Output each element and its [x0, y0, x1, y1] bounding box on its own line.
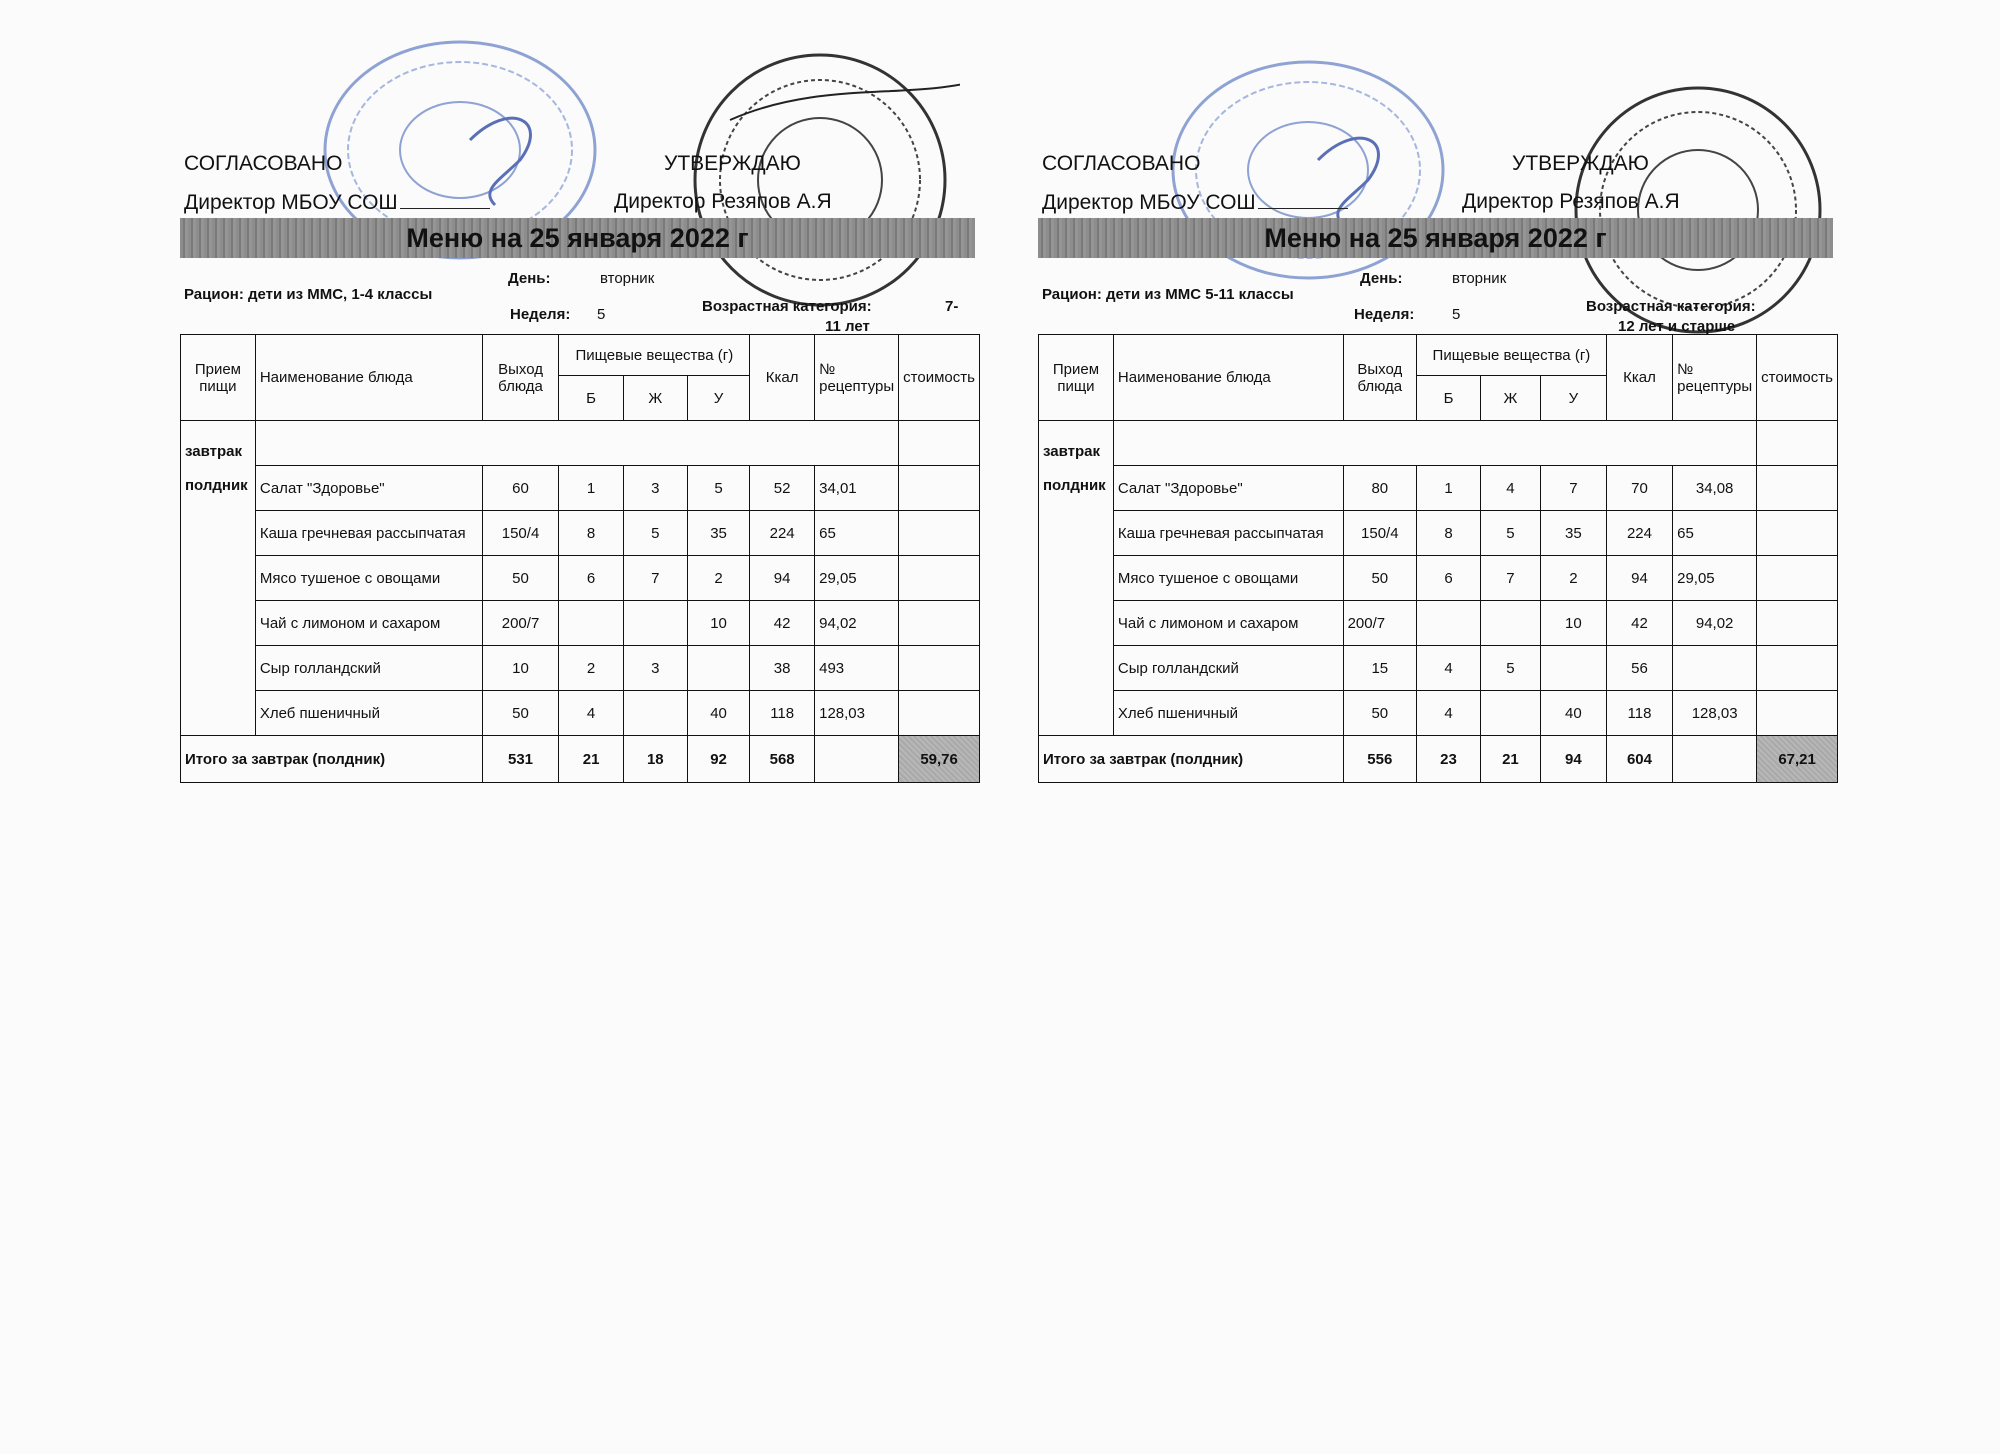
total-carbs: 92 — [687, 736, 749, 783]
approval-block — [184, 152, 974, 222]
table-row — [1039, 421, 1838, 466]
dish-name: Сыр голландский — [255, 646, 482, 691]
header-meal: Прием пищи — [1039, 335, 1114, 421]
dish-kcal: 70 — [1606, 466, 1672, 511]
dish-carbs — [1540, 646, 1606, 691]
total-recipe — [815, 736, 899, 783]
dish-carbs — [687, 646, 749, 691]
dish-name: Каша гречневая рассыпчатая — [1113, 511, 1343, 556]
menu-title: Меню на 25 января 2022 г — [1038, 218, 1833, 258]
header-protein: Б — [559, 376, 623, 421]
dish-yield: 200/7 — [1343, 601, 1416, 646]
header-carbs: У — [1540, 376, 1606, 421]
dish-fat: 7 — [623, 556, 687, 601]
dish-yield: 10 — [482, 646, 559, 691]
dish-recipe: 29,05 — [1673, 556, 1757, 601]
total-kcal: 604 — [1606, 736, 1672, 783]
dish-protein: 6 — [559, 556, 623, 601]
table-row — [181, 691, 980, 736]
dish-fat: 4 — [1480, 466, 1540, 511]
ration-label: Рацион: дети из ММС, 1-4 классы — [184, 286, 433, 303]
dish-protein: 4 — [559, 691, 623, 736]
header-nutrients: Пищевые вещества (г) — [559, 335, 750, 376]
dish-kcal: 118 — [750, 691, 815, 736]
table-row — [1039, 556, 1838, 601]
total-carbs: 94 — [1540, 736, 1606, 783]
header-carbs: У — [687, 376, 749, 421]
header-yield: Выход блюда — [1343, 335, 1416, 421]
dish-yield: 150/4 — [1343, 511, 1416, 556]
table-row — [181, 601, 980, 646]
dish-cost — [1757, 646, 1838, 691]
dish-name: Сыр голландский — [1113, 646, 1343, 691]
dish-carbs: 7 — [1540, 466, 1606, 511]
dish-fat — [1480, 601, 1540, 646]
header-cost: стоимость — [899, 335, 980, 421]
dish-name: Мясо тушеное с овощами — [255, 556, 482, 601]
header-meal: Прием пищи — [181, 335, 256, 421]
dish-carbs: 5 — [687, 466, 749, 511]
dish-kcal: 224 — [750, 511, 815, 556]
table-row — [1039, 646, 1838, 691]
week-label: Неделя: — [1354, 306, 1415, 323]
dish-fat: 5 — [623, 511, 687, 556]
empty-cost — [1757, 421, 1838, 466]
day-label: День: — [1360, 270, 1403, 287]
dish-name: Салат "Здоровье" — [255, 466, 482, 511]
dish-carbs: 40 — [687, 691, 749, 736]
dish-cost — [899, 466, 980, 511]
table-row — [181, 511, 980, 556]
total-yield: 531 — [482, 736, 559, 783]
dish-fat: 3 — [623, 466, 687, 511]
dish-recipe: 94,02 — [815, 601, 899, 646]
dish-name: Чай с лимоном и сахаром — [255, 601, 482, 646]
day-label: День: — [508, 270, 551, 287]
total-fat: 18 — [623, 736, 687, 783]
table-row — [181, 646, 980, 691]
total-recipe — [1673, 736, 1757, 783]
day-value: вторник — [600, 270, 655, 287]
header-cost: стоимость — [1757, 335, 1838, 421]
menu-title: Меню на 25 января 2022 г — [180, 218, 975, 258]
week-value: 5 — [1452, 306, 1461, 323]
table-row — [181, 556, 980, 601]
dish-recipe: 128,03 — [815, 691, 899, 736]
dish-recipe: 94,02 — [1673, 601, 1757, 646]
dish-yield: 60 — [482, 466, 559, 511]
dish-kcal: 56 — [1606, 646, 1672, 691]
approve-label: УТВЕРЖДАЮ — [1512, 152, 1649, 175]
approval-block — [1042, 152, 1832, 222]
week-label: Неделя: — [510, 306, 571, 323]
meal-cell: завтрак полдник — [181, 421, 256, 736]
dish-carbs: 35 — [687, 511, 749, 556]
table-row — [1039, 466, 1838, 511]
dish-protein: 8 — [559, 511, 623, 556]
approve-signer: Директор Резяпов А.Я — [1462, 190, 1680, 213]
dish-name: Чай с лимоном и сахаром — [1113, 601, 1343, 646]
age-value-a: 7- — [945, 298, 959, 315]
table-row — [1039, 691, 1838, 736]
dish-fat: 3 — [623, 646, 687, 691]
menu-meta — [1038, 262, 1838, 335]
header-kcal: Ккал — [750, 335, 815, 421]
dish-fat — [623, 691, 687, 736]
dish-name: Хлеб пшеничный — [1113, 691, 1343, 736]
age-value: 12 лет и старше — [1618, 318, 1736, 335]
dish-name: Хлеб пшеничный — [255, 691, 482, 736]
header-protein: Б — [1417, 376, 1481, 421]
dish-yield: 50 — [1343, 691, 1416, 736]
dish-fat: 7 — [1480, 556, 1540, 601]
dish-protein: 8 — [1417, 511, 1481, 556]
header-recipe: № рецептуры — [815, 335, 899, 421]
header-dish: Наименование блюда — [255, 335, 482, 421]
dish-recipe: 493 — [815, 646, 899, 691]
menu-sheet-left — [180, 0, 980, 800]
agreed-signer: Директор МБОУ СОШ — [1042, 190, 1348, 215]
dish-recipe: 65 — [1673, 511, 1757, 556]
dish-kcal: 52 — [750, 466, 815, 511]
dish-name: Салат "Здоровье" — [1113, 466, 1343, 511]
menu-sheet-right — [1038, 0, 1838, 800]
dish-yield: 50 — [482, 556, 559, 601]
dish-protein: 4 — [1417, 646, 1481, 691]
dish-protein: 6 — [1417, 556, 1481, 601]
dish-cost — [899, 556, 980, 601]
total-row — [1039, 736, 1838, 783]
dish-yield: 80 — [1343, 466, 1416, 511]
menu-meta — [180, 262, 980, 335]
header-kcal: Ккал — [1606, 335, 1672, 421]
age-label: Возрастная категория: — [1586, 298, 1756, 315]
dish-cost — [899, 691, 980, 736]
header-dish: Наименование блюда — [1113, 335, 1343, 421]
table-row — [1039, 601, 1838, 646]
dish-yield: 50 — [1343, 556, 1416, 601]
dish-cost — [1757, 691, 1838, 736]
dish-yield: 200/7 — [482, 601, 559, 646]
dish-cost — [1757, 511, 1838, 556]
total-cost: 67,21 — [1757, 736, 1838, 783]
dish-recipe: 29,05 — [815, 556, 899, 601]
dish-fat: 5 — [1480, 511, 1540, 556]
empty-cost — [899, 421, 980, 466]
day-value: вторник — [1452, 270, 1507, 287]
dish-kcal: 224 — [1606, 511, 1672, 556]
header-fat: Ж — [623, 376, 687, 421]
dish-recipe: 34,08 — [1673, 466, 1757, 511]
dish-cost — [1757, 466, 1838, 511]
agreed-signer: Директор МБОУ СОШ — [184, 190, 490, 215]
dish-kcal: 94 — [750, 556, 815, 601]
dish-carbs: 10 — [687, 601, 749, 646]
header-yield: Выход блюда — [482, 335, 559, 421]
header-fat: Ж — [1480, 376, 1540, 421]
age-value: 11 лет — [825, 318, 870, 335]
dish-recipe — [1673, 646, 1757, 691]
dish-carbs: 35 — [1540, 511, 1606, 556]
dish-fat — [1480, 691, 1540, 736]
dish-name: Мясо тушеное с овощами — [1113, 556, 1343, 601]
total-yield: 556 — [1343, 736, 1416, 783]
total-kcal: 568 — [750, 736, 815, 783]
dish-protein: 1 — [559, 466, 623, 511]
dish-yield: 50 — [482, 691, 559, 736]
dish-kcal: 38 — [750, 646, 815, 691]
dish-protein — [1417, 601, 1481, 646]
dish-protein — [559, 601, 623, 646]
agreed-label: СОГЛАСОВАНО — [184, 152, 343, 175]
dish-protein: 2 — [559, 646, 623, 691]
dish-kcal: 94 — [1606, 556, 1672, 601]
total-label: Итого за завтрак (полдник) — [1039, 736, 1344, 783]
dish-kcal: 42 — [750, 601, 815, 646]
total-label: Итого за завтрак (полдник) — [181, 736, 483, 783]
dish-recipe: 34,01 — [815, 466, 899, 511]
dish-carbs: 2 — [687, 556, 749, 601]
menu-table — [1038, 334, 1838, 783]
total-cost: 59,76 — [899, 736, 980, 783]
dish-yield: 150/4 — [482, 511, 559, 556]
dish-name: Каша гречневая рассыпчатая — [255, 511, 482, 556]
header-nutrients: Пищевые вещества (г) — [1417, 335, 1607, 376]
week-value: 5 — [597, 306, 606, 323]
dish-carbs: 10 — [1540, 601, 1606, 646]
dish-protein: 1 — [1417, 466, 1481, 511]
dish-kcal: 118 — [1606, 691, 1672, 736]
approve-signer: Директор Резяпов А.Я — [614, 190, 832, 213]
header-recipe: № рецептуры — [1673, 335, 1757, 421]
approve-label: УТВЕРЖДАЮ — [664, 152, 801, 175]
dish-cost — [899, 601, 980, 646]
table-row — [181, 421, 980, 466]
empty-row — [255, 421, 898, 466]
total-row — [181, 736, 980, 783]
meal-cell: завтрак полдник — [1039, 421, 1114, 736]
dish-kcal: 42 — [1606, 601, 1672, 646]
dish-recipe: 128,03 — [1673, 691, 1757, 736]
dish-cost — [899, 646, 980, 691]
table-row — [1039, 511, 1838, 556]
total-fat: 21 — [1480, 736, 1540, 783]
table-row — [181, 466, 980, 511]
empty-row — [1113, 421, 1756, 466]
dish-carbs: 2 — [1540, 556, 1606, 601]
dish-fat — [623, 601, 687, 646]
ration-label: Рацион: дети из ММС 5-11 классы — [1042, 286, 1294, 303]
dish-yield: 15 — [1343, 646, 1416, 691]
age-label: Возрастная категория: — [702, 298, 872, 315]
total-protein: 21 — [559, 736, 623, 783]
total-protein: 23 — [1417, 736, 1481, 783]
dish-cost — [899, 511, 980, 556]
dish-fat: 5 — [1480, 646, 1540, 691]
dish-protein: 4 — [1417, 691, 1481, 736]
menu-table — [180, 334, 980, 783]
agreed-label: СОГЛАСОВАНО — [1042, 152, 1201, 175]
dish-recipe: 65 — [815, 511, 899, 556]
dish-cost — [1757, 601, 1838, 646]
dish-cost — [1757, 556, 1838, 601]
dish-carbs: 40 — [1540, 691, 1606, 736]
